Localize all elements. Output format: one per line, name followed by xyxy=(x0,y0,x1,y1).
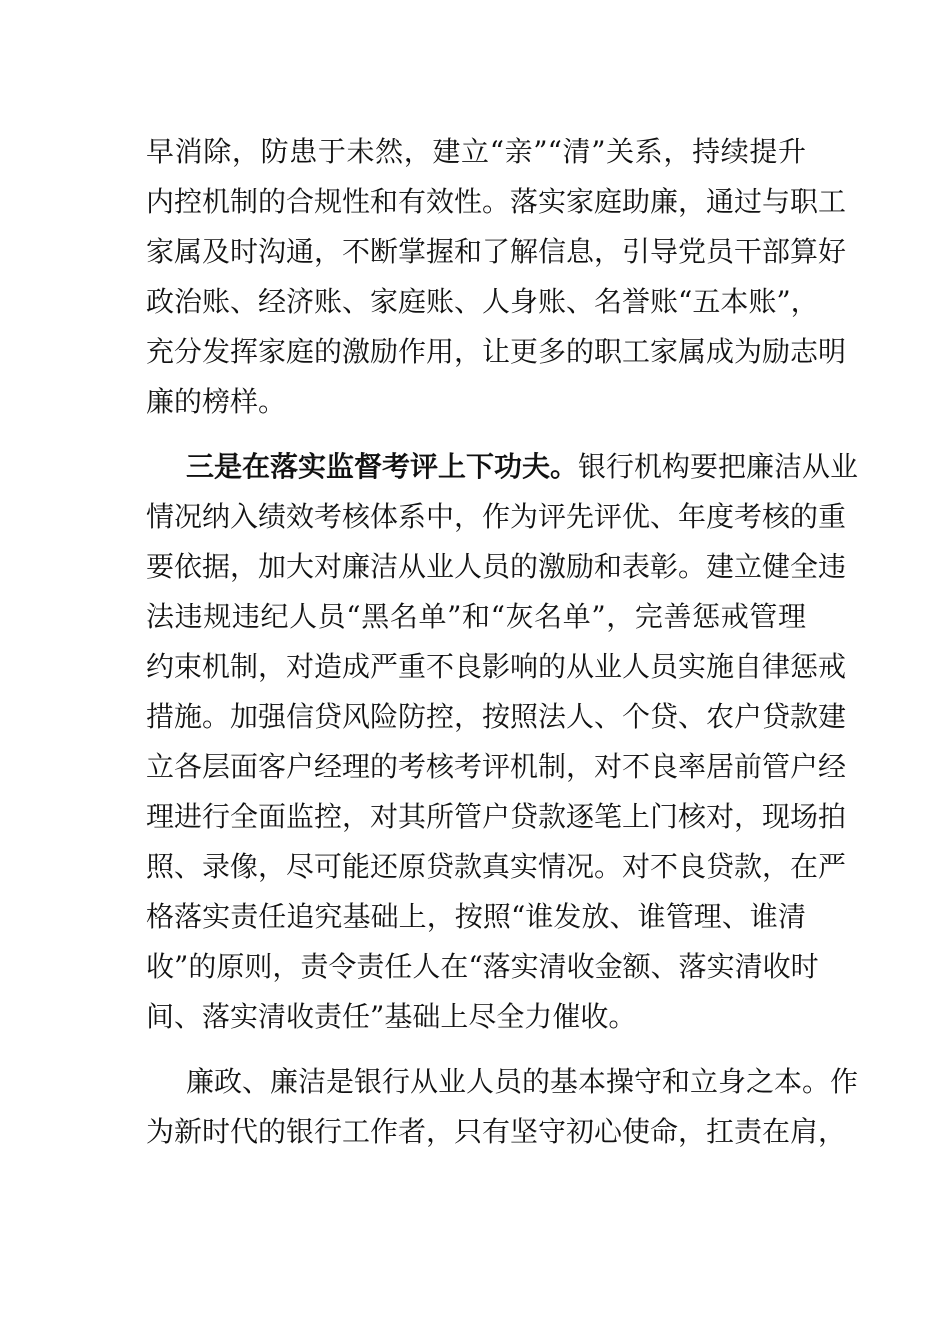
paragraph-3-line-1: 廉政、廉洁是银行从业人员的基本操守和立身之本。作 xyxy=(186,1065,859,1098)
paragraph-2-line-11: 收”的原则，责令责任人在“落实清收金额、落实清收时 xyxy=(146,950,819,983)
paragraph-2-line-1 xyxy=(146,442,859,492)
paragraph-2-line-1-text: 银行机构要把廉洁从业 xyxy=(578,450,859,483)
paragraph-2-line-8: 理进行全面监控，对其所管户贷款逐笔上门核对，现场拍 xyxy=(146,800,847,833)
paragraph-2-lead-heading: 三是在落实监督考评上下功夫。 xyxy=(186,450,579,483)
paragraph-1-line-4: 政治账、经济账、家庭账、人身账、名誉账“五本账”， xyxy=(146,285,819,318)
paragraph-2-line-9: 照、录像，尽可能还原贷款真实情况。对不良贷款，在严 xyxy=(146,850,847,883)
paragraph-1-line-5: 充分发挥家庭的激励作用，让更多的职工家属成为励志明 xyxy=(146,335,847,368)
paragraph-2-line-6: 措施。加强信贷风险防控，按照法人、个贷、农户贷款建 xyxy=(146,700,847,733)
paragraph-2-line-10: 格落实责任追究基础上，按照“谁发放、谁管理、谁清 xyxy=(146,900,806,933)
paragraph-2-line-7: 立各层面客户经理的考核考评机制，对不良率居前管户经 xyxy=(146,750,847,783)
paragraph-gap xyxy=(146,1042,806,1057)
paragraph-3-line-2: 为新时代的银行工作者，只有坚守初心使命，扛责在肩， xyxy=(146,1115,847,1148)
paragraph-2-line-12: 间、落实清收责任”基础上尽全力催收。 xyxy=(146,1000,637,1033)
paragraph-2-line-2: 情况纳入绩效考核体系中，作为评先评优、年度考核的重 xyxy=(146,500,847,533)
body-text xyxy=(146,127,859,1157)
paragraph-1-line-6: 廉的榜样。 xyxy=(146,385,287,418)
paragraph-1-line-2: 内控机制的合规性和有效性。落实家庭助廉，通过与职工 xyxy=(146,185,847,218)
paragraph-gap xyxy=(146,427,806,442)
paragraph-2-line-4: 法违规违纪人员“黑名单”和“灰名单”，完善惩戒管理 xyxy=(146,600,806,633)
paragraph-1-line-1: 早消除，防患于未然，建立“亲”“清”关系，持续提升 xyxy=(146,135,806,168)
paragraph-2-line-5: 约束机制，对造成严重不良影响的从业人员实施自律惩戒 xyxy=(146,650,847,683)
paragraph-2-line-3: 要依据，加大对廉洁从业人员的激励和表彰。建立健全违 xyxy=(146,550,847,583)
paragraph-1-line-3: 家属及时沟通，不断掌握和了解信息，引导党员干部算好 xyxy=(146,235,847,268)
